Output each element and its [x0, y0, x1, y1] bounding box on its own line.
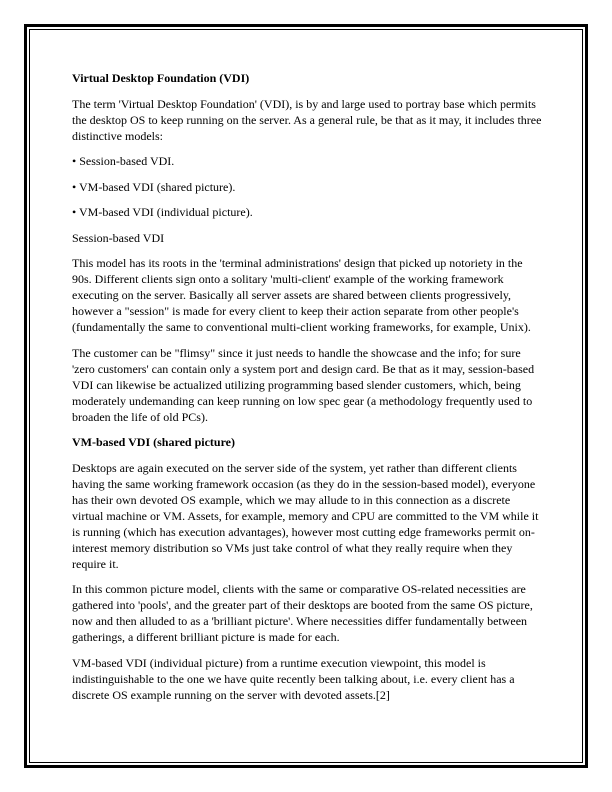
shared-paragraph-2: In this common picture model, clients with the same or comparative OS-related necessities are gathered into 'pools', and the greater part of their desktops are booted from the same OS picture, now and then alluded to as a 'brilliant picture'. Where necessities differ fundamentally between gatherings, a different brilliant picture is made for each. — [72, 582, 533, 644]
session-paragraph-2: The customer can be "flimsy" since it just needs to handle the showcase and the info; for sure 'zero customers' can contain only a system port and design card. Be that as it may, session-based VDI can likewise be actualized utilizing programming based slender customers, which, being moderately undemanding can keep running on low spec gear (a methodology frequently used to broaden the life of old PCs). — [72, 345, 535, 424]
model-list-item: • Session-based VDI. — [72, 154, 175, 168]
subheading-session-based: Session-based VDI — [72, 230, 165, 245]
document-body — [72, 70, 542, 712]
individual-paragraph: VM-based VDI (individual picture) from a runtime execution viewpoint, this model is indistinguishable to the one we have quite recently been talking about, i.e. every client has a discrete OS example running on the server with devoted assets.[2] — [72, 655, 515, 702]
intro-paragraph: The term 'Virtual Desktop Foundation' (VDI), is by and large used to portray base which permits the desktop OS to keep running on the server. As a general rule, be that as it may, it includes three distinctive models: — [72, 96, 542, 143]
model-list-item: • VM-based VDI (shared picture). — [72, 179, 236, 194]
session-paragraph-1: This model has its roots in the 'terminal administrations' design that picked up notoriety in the 90s. Different clients sign onto a solitary 'multi-client' example of the working framework executing on the server. Basically all server assets are shared between clients progressively, however a "session" is made for every client to keep their action separate from other people's (fundamentally the same to conventional multi-client working frameworks, for example, Unix). — [72, 256, 531, 334]
section-heading-shared: VM-based VDI (shared picture) — [72, 435, 236, 449]
shared-paragraph-1: Desktops are again executed on the server side of the system, yet rather than different clients having the same working framework occasion (as they do in the session-based model), everyone has their own devoted OS example, which we may allude to in this connection as a discrete virtual machine or VM. Assets, for example, memory and CPU are committed to the VM while it is running (which has execution advantages), however most cutting edge frameworks permit on-interest memory distribution so VMs just take control of what they really require when they require it. — [72, 460, 539, 571]
section-heading-vdi: Virtual Desktop Foundation (VDI) — [72, 71, 250, 85]
model-list-item: • VM-based VDI (individual picture). — [72, 205, 253, 219]
